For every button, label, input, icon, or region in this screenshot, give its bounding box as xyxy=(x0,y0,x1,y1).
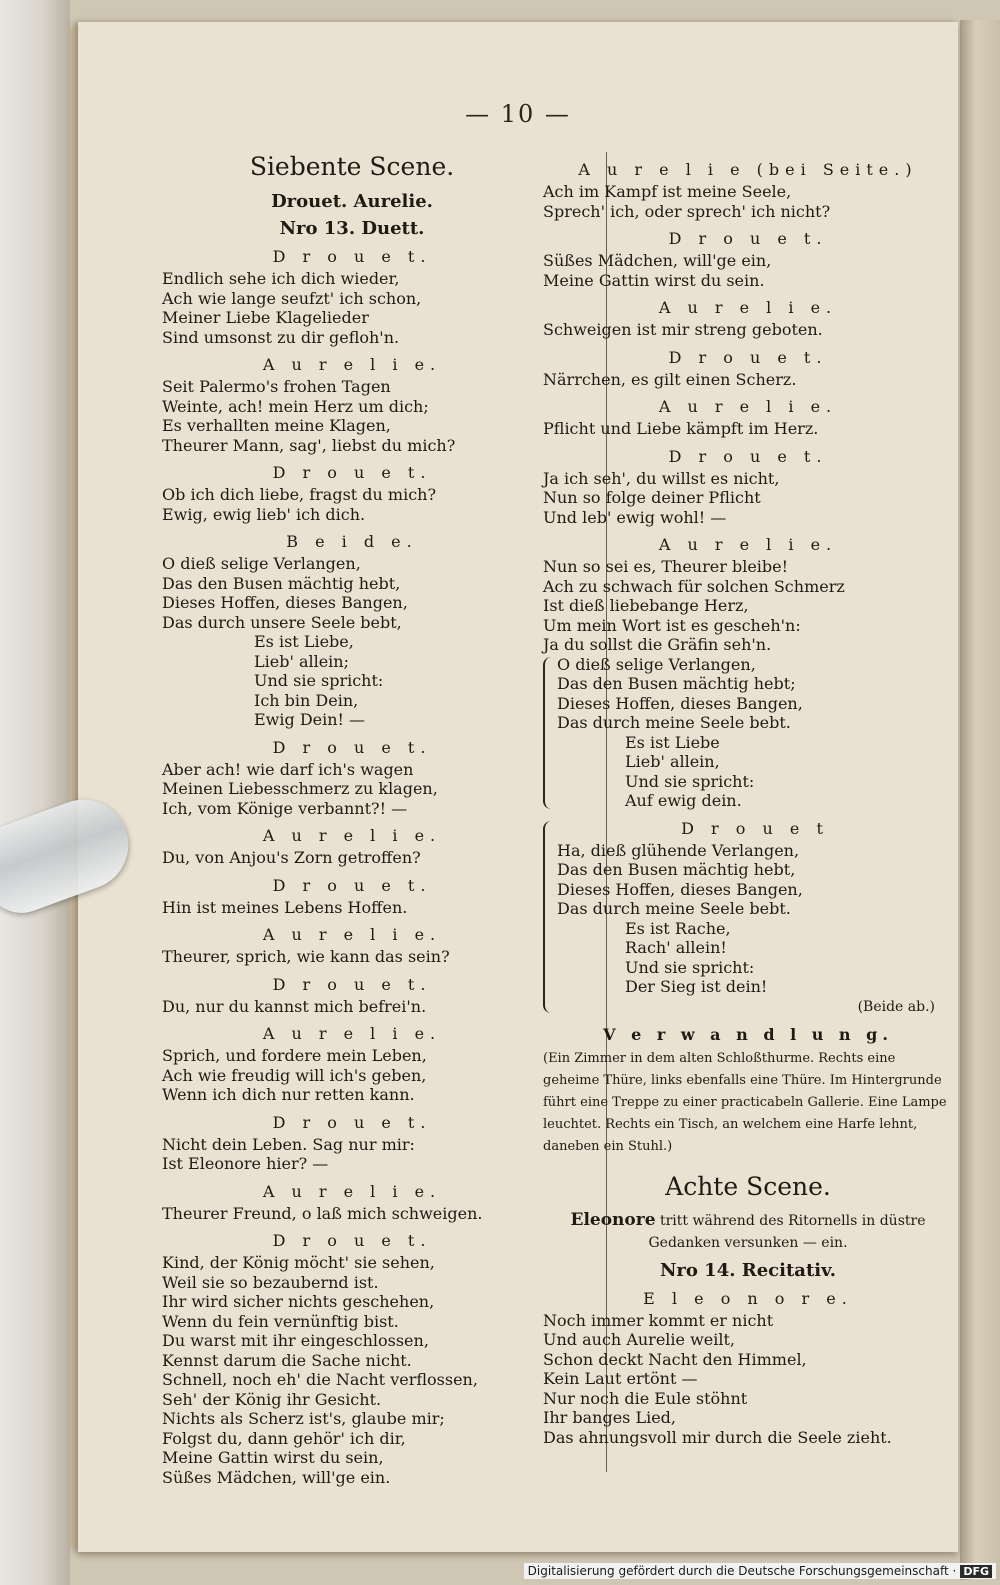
verse-line: Nun so folge deiner Pflicht xyxy=(543,488,761,507)
verse-line: Ich, vom Könige verbannt?! — xyxy=(162,798,408,818)
number-heading-14: Nro 14. Recitativ. xyxy=(659,1259,837,1281)
verse-line: Das den Busen mächtig hebt, xyxy=(557,860,796,879)
verse-line: Theurer Mann, sag', liebst du mich? xyxy=(162,435,456,455)
verse-line: Ist Eleonore hier? — xyxy=(162,1154,329,1173)
speaker-label: D r o u e t. xyxy=(668,347,828,367)
stage-direction: (Ein Zimmer in dem alten Schloßthurme. Rechts eine geheime Thüre, links ebenfalls eine Thüre. Im Hintergrunde führt eine Treppe zu einer practicabeln Gallerie. Eine Lampe leuchtet. Rechts ein Tisch, an welchem eine Harfe lehnt, daneben ein Stuhl.) xyxy=(543,1050,947,1154)
scene-intro xyxy=(543,1209,953,1254)
verse-line: Wenn ich dich nur retten kann. xyxy=(162,1085,415,1104)
speaker-label: D r o u e t. xyxy=(272,1112,432,1132)
speaker-label: A u r e l i e (bei Seite.) xyxy=(578,160,918,179)
verse-line: Und leb' ewig wohl! — xyxy=(543,507,727,527)
verse-line: Ach im Kampf ist meine Seele, xyxy=(543,182,792,201)
dfg-logo: DFG xyxy=(960,1565,992,1578)
speaker-label: A u r e l i e. xyxy=(658,397,838,416)
right-column xyxy=(543,152,953,1447)
verse-line: Du, nur du kannst mich befrei'n. xyxy=(162,996,427,1016)
verse-line: Schweigen ist mir streng geboten. xyxy=(543,320,823,339)
verse-line: Nun so sei es, Theurer bleibe! xyxy=(543,557,789,576)
verse-line: Weinte, ach! mein Herz um dich; xyxy=(162,396,429,416)
exit-note: (Beide ab.) xyxy=(857,998,935,1015)
digitization-credit xyxy=(524,1563,996,1579)
verse-line: Ja du sollst die Gräfin seh'n. xyxy=(543,635,772,654)
verse-line: Aber ach! wie darf ich's wagen xyxy=(162,759,414,779)
verse-line: O dieß selige Verlangen, xyxy=(557,654,756,674)
verse-line: Schnell, noch eh' die Nacht verflossen, xyxy=(162,1370,478,1389)
speaker-label: D r o u e t. xyxy=(272,737,432,757)
speaker-label: D r o u e t. xyxy=(272,463,432,482)
verse-line: Nur noch die Eule stöhnt xyxy=(543,1388,748,1408)
speaker-label: D r o u e t. xyxy=(272,1231,432,1250)
verse-line-indented: Rach' allein! xyxy=(625,938,727,957)
verse-line: Pflicht und Liebe kämpft im Herz. xyxy=(543,419,819,438)
verse-line: Schon deckt Nacht den Himmel, xyxy=(543,1349,807,1369)
speaker-label: D r o u e t. xyxy=(272,875,432,895)
verse-line: Ob ich dich liebe, fragst du mich? xyxy=(162,485,437,504)
verse-line: Theurer, sprich, wie kann das sein? xyxy=(162,947,450,966)
scan-background-left xyxy=(0,0,70,1585)
scene-persons: Drouet. Aurelie. xyxy=(271,191,433,212)
verse-line-indented: Es ist Liebe xyxy=(625,732,720,752)
verse-line: Du, von Anjou's Zorn getroffen? xyxy=(162,848,421,867)
bracket-mark xyxy=(543,657,553,809)
verse-line: Weil sie so bezaubernd ist. xyxy=(162,1272,379,1292)
verse-line: Sprich, und fordere mein Leben, xyxy=(162,1046,427,1065)
verse-line: Sind umsonst zu dir gefloh'n. xyxy=(162,327,400,347)
verse-line: Seh' der König ihr Gesicht. xyxy=(162,1389,382,1409)
verse-line: Dieses Hoffen, dieses Bangen, xyxy=(557,879,803,899)
speaker-label: A u r e l i e. xyxy=(262,355,442,374)
verse-line-indented: Der Sieg ist dein! xyxy=(625,977,768,996)
verse-line: O dieß selige Verlangen, xyxy=(162,554,361,573)
scene-title-7: Siebente Scene. xyxy=(249,152,455,181)
verse-line: Das ahnungsvoll mir durch die Seele zieht. xyxy=(543,1427,892,1447)
verse-line: Um mein Wort ist es gescheh'n: xyxy=(543,615,801,635)
scan-background-right xyxy=(960,20,1000,1580)
verse-line-indented: Es ist Liebe, xyxy=(254,632,354,651)
verse-line-indented: Ewig Dein! — xyxy=(254,710,366,729)
verse-line: Dieses Hoffen, dieses Bangen, xyxy=(162,593,408,612)
left-column xyxy=(162,152,542,1487)
verse-line: Meiner Liebe Klagelieder xyxy=(162,308,369,327)
bracketed-verse-1 xyxy=(543,655,953,811)
number-heading-13: Nro 13. Duett. xyxy=(279,218,425,239)
book-page xyxy=(78,22,958,1552)
verse-line: Ist dieß liebebange Herz, xyxy=(543,596,749,615)
verse-line: Ewig, ewig lieb' ich dich. xyxy=(162,504,366,524)
bracket-mark xyxy=(543,821,553,1013)
speaker-label: D r o u e t. xyxy=(272,247,432,266)
verse-line: Meinen Liebesschmerz zu klagen, xyxy=(162,779,438,798)
verse-line: Wenn du fein vernünftig bist. xyxy=(162,1311,399,1331)
verse-line: Hin ist meines Lebens Hoffen. xyxy=(162,897,408,917)
verse-line: Und auch Aurelie weilt, xyxy=(543,1330,735,1349)
speaker-label: A u r e l i e. xyxy=(262,1181,442,1201)
bracketed-verse-2 xyxy=(543,819,953,1015)
verse-line: Dieses Hoffen, dieses Bangen, xyxy=(557,693,803,713)
speaker-label: D r o u e t. xyxy=(668,229,828,248)
verse-line: Ach zu schwach für solchen Schmerz xyxy=(543,576,845,596)
scene-intro-text: tritt während des Ritornells in düstre Gedanken versunken — ein. xyxy=(648,1212,926,1251)
left-dialogue xyxy=(162,247,542,1487)
verse-line: Kind, der König möcht' sie sehen, xyxy=(162,1253,435,1272)
page-number: — 10 — xyxy=(465,100,571,128)
speaker-label: A u r e l i e. xyxy=(658,298,838,317)
speaker-label: E l e o n o r e. xyxy=(643,1288,853,1308)
character-name: Eleonore xyxy=(570,1209,656,1230)
verse-line-indented: Es ist Rache, xyxy=(625,918,731,938)
verse-line-indented: Und sie spricht: xyxy=(625,771,755,791)
verse-line: Meine Gattin wirst du sein, xyxy=(162,1448,384,1467)
verse-line: Das durch unsere Seele bebt, xyxy=(162,612,402,632)
verse-line-indented: Und sie spricht: xyxy=(625,957,755,977)
verse-line: Noch immer kommt er nicht xyxy=(543,1310,774,1330)
verse-line: Ach wie lange seufzt' ich schon, xyxy=(162,288,422,308)
verse-line: Ha, dieß glühende Verlangen, xyxy=(557,840,800,860)
verse-line-indented: Und sie spricht: xyxy=(254,671,384,690)
speaker-label: D r o u e t. xyxy=(668,446,828,466)
verse-line: Du warst mit ihr eingeschlossen, xyxy=(162,1331,429,1350)
speaker-label: D r o u e t xyxy=(681,818,829,838)
verse-line: Folgst du, dann gehör' ich dir, xyxy=(162,1428,406,1448)
verse-line: Endlich sehe ich dich wieder, xyxy=(162,269,400,288)
verse-line: Ach wie freudig will ich's geben, xyxy=(162,1065,427,1085)
speaker-label: A u r e l i e. xyxy=(262,1024,442,1043)
scene-title-8: Achte Scene. xyxy=(665,1171,831,1201)
verse-line-indented: Ich bin Dein, xyxy=(254,690,359,710)
verse-line: Das den Busen mächtig hebt, xyxy=(162,573,401,593)
speaker-label: B e i d e. xyxy=(286,532,418,551)
verse-line: Nichts als Scherz ist's, glaube mir; xyxy=(162,1409,445,1428)
verse-line: Ihr wird sicher nichts geschehen, xyxy=(162,1292,435,1311)
verse-line: Süßes Mädchen, will'ge ein, xyxy=(543,251,772,270)
verse-line: Meine Gattin wirst du sein. xyxy=(543,270,765,290)
verse-line: Kennst darum die Sache nicht. xyxy=(162,1350,412,1370)
speaker-label: A u r e l i e. xyxy=(658,535,838,554)
right-dialogue xyxy=(543,160,953,655)
verse-line: Das durch meine Seele bebt. xyxy=(557,713,791,732)
verse-line: Närrchen, es gilt einen Scherz. xyxy=(543,369,797,389)
verse-line: Ja ich seh', du willst es nicht, xyxy=(543,468,780,488)
transformation-heading: V e r w a n d l u n g. xyxy=(603,1024,893,1044)
verse-line: Sprech' ich, oder sprech' ich nicht? xyxy=(543,201,831,221)
verse-line: Nicht dein Leben. Sag nur mir: xyxy=(162,1134,415,1154)
verse-line-indented: Lieb' allein; xyxy=(254,651,349,671)
verse-line: Süßes Mädchen, will'ge ein. xyxy=(162,1467,391,1487)
verse-line: Theurer Freund, o laß mich schweigen. xyxy=(162,1203,483,1223)
speaker-label: A u r e l i e. xyxy=(262,826,442,845)
verse-line-indented: Auf ewig dein. xyxy=(625,791,742,810)
verse-line: Ihr banges Lied, xyxy=(543,1408,676,1427)
verse-line: Kein Laut ertönt — xyxy=(543,1369,698,1388)
credit-text: Digitalisierung gefördert durch die Deutsche Forschungsgemeinschaft · xyxy=(527,1564,957,1578)
verse-line: Das durch meine Seele bebt. xyxy=(557,899,791,918)
speaker-label: A u r e l i e. xyxy=(262,925,442,944)
verse-line: Es verhallten meine Klagen, xyxy=(162,416,391,435)
verse-line: Das den Busen mächtig hebt; xyxy=(557,674,796,693)
verse-line-indented: Lieb' allein, xyxy=(625,752,720,771)
verse-line: Seit Palermo's frohen Tagen xyxy=(162,377,391,396)
speaker-label: D r o u e t. xyxy=(272,974,432,994)
